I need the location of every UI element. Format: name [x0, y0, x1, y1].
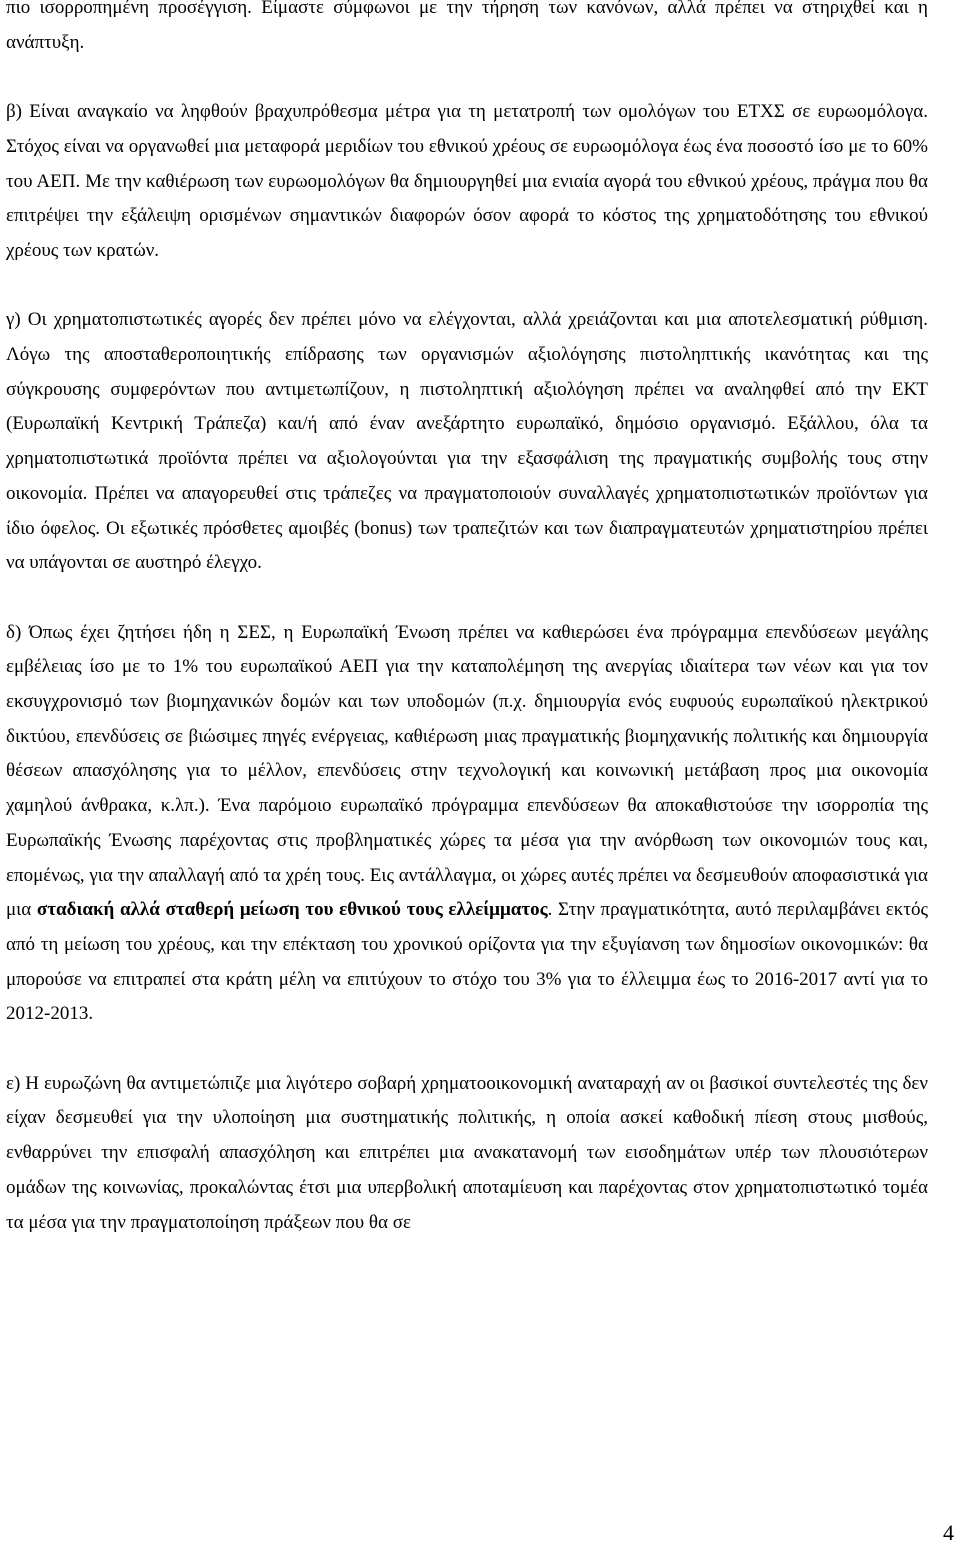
paragraph-text: δ) Όπως έχει ζητήσει ήδη η ΣΕΣ, η Ευρωπαϊκή Ένωση πρέπει να καθιερώσει ένα πρόγραμμα επενδύσεων μεγάλης εμβέλειας ίσο με το 1% του ευρωπαϊκού ΑΕΠ για την καταπολέμηση της ανεργίας ιδιαίτερα των νέων και για τον εκσυγχρονισμό των βιομηχανικών δομών και των υποδομών (π.χ. δημιουργία ενός ευφυούς ευρωπαϊκού ηλεκτρικού δικτύου, επενδύσεις σε βιώσιμες πηγές ενέργειας, καθιέρωση μιας πραγματικής βιομηχανικής πολιτικής και δημιουργία θέσεων απασχόλησης για το μέλλον, επενδύσεις στην τεχνολογική και κοινωνική μετάβαση προς μια οικονομία χαμηλού άνθρακα, κ.λπ.). Ένα παρόμοιο ευρωπαϊκό πρόγραμμα επενδύσεων θα αποκαθιστούσε την ισορροπία της Ευρωπαϊκής Ένωσης παρέχοντας στις προβληματικές χώρες τα μέσα για την ανόρθωση των οικονομιών τους και, επομένως, για την απαλλαγή από τα χρέη τους. Εις αντάλλαγμα, οι χώρες αυτές πρέπει να δεσμευθούν αποφασιστικά για μια — [6, 621, 928, 921]
paragraph-text: γ) Οι χρηματοπιστωτικές αγορές δεν πρέπει μόνο να ελέγχονται, αλλά χρειάζονται και μια αποτελεσματική ρύθμιση. Λόγω της αποσταθεροποιητικής επίδρασης των οργανισμών αξιολόγησης πιστοληπτικής ικανότητας και της σύγκρουσης συμφερόντων που αντιμετωπίζουν, η πιστοληπτική αξιολόγηση πρέπει να αναληφθεί από την ΕΚΤ (Ευρωπαϊκή Κεντρική Τράπεζα) και/ή από έναν ανεξάρτητο ευρωπαϊκό, δημόσιο οργανισμό. Εξάλλου, όλα τα χρηματοπιστωτικά προϊόντα πρέπει να αξιολογούνται για την εξασφάλιση της πραγματικής συμβολής τους στην οικονομία. Πρέπει να απαγορευθεί στις τράπεζες να πραγματοποιούν συναλλαγές χρηματοπιστωτικών προϊόντων για ίδιο όφελος. Οι εξωτικές πρόσθετες αμοιβές (bonus) των τραπεζιτών και των διαπραγματευτών χρηματιστηρίου πρέπει να υπάγονται σε αυστηρό έλεγχο. — [6, 309, 928, 574]
paragraph-text: ε) Η ευρωζώνη θα αντιμετώπιζε μια λιγότερο σοβαρή χρηματοοικονομική αναταραχή αν οι βασικοί συντελεστές της δεν είχαν δεσμευθεί για την υλοποίηση μια συστηματικής πολιτικής, η οποία ασκεί καθοδική πίεση στους μισθούς, ενθαρρύνει την επισφαλή απασχόληση και επιτρέπει μια ανακατανομή των εισοδημάτων υπέρ των πλουσιότερων ομάδων της κοινωνίας, προκαλώντας έτσι μια υπερβολική αποταμίευση και παρέχοντας στον χρηματοπιστωτικό τομέα τα μέσα για την πραγματοποίηση πράξεων που θα σε — [6, 1072, 928, 1233]
paragraph-intro-continuation — [6, 0, 928, 60]
paragraph-e-eurozone — [6, 1067, 928, 1241]
page-number: 4 — [943, 1520, 954, 1545]
paragraph-bold-emphasis: σταδιακή αλλά σταθερή μείωση του εθνικού τους ελλείμματος — [36, 899, 548, 921]
document-body — [6, 0, 928, 1240]
paragraph-text: β) Είναι αναγκαίο να ληφθούν βραχυπρόθεσμα μέτρα για τη μετατροπή των ομολόγων του ΕΤΧΣ σε ευρωομόλογα. Στόχος είναι να οργανωθεί μια μεταφορά μεριδίων του εθνικού χρέους σε ευρωομόλογα έως ένα ποσοστό ίσο με το 60% του ΑΕΠ. Με την καθιέρωση των ευρωομολόγων θα δημιουργηθεί μια ενιαία αγορά του εθνικού χρέους, πράγμα που θα επιτρέψει την εξάλειψη ορισμένων σημαντικών διαφορών όσον αφορά το κόστος της χρηματοδότησης του εθνικού χρέους των κρατών. — [6, 101, 928, 261]
paragraph-c-financial-markets — [6, 303, 928, 581]
paragraph-text: πιο ισορροπημένη προσέγγιση. Είμαστε σύμφωνοι με την τήρηση των κανόνων, αλλά πρέπει να στηριχθεί και η ανάπτυξη. — [6, 0, 928, 53]
paragraph-b-eurobonds — [6, 95, 928, 269]
paragraph-d-investment-programme — [6, 616, 928, 1032]
paragraph-text: . Στην πραγματικότητα, αυτό περιλαμβάνει εκτός από τη μείωση του χρέους, και την επέκταση του χρονικού ορίζοντα για την εξυγίανση των δημοσίων οικονομικών: θα μπορούσε να επιτραπεί στα κράτη μέλη να επιτύχουν το στόχο του 3% για το έλλειμμα έως το 2016-2017 αντί για το 2012-2013. — [6, 899, 928, 1025]
